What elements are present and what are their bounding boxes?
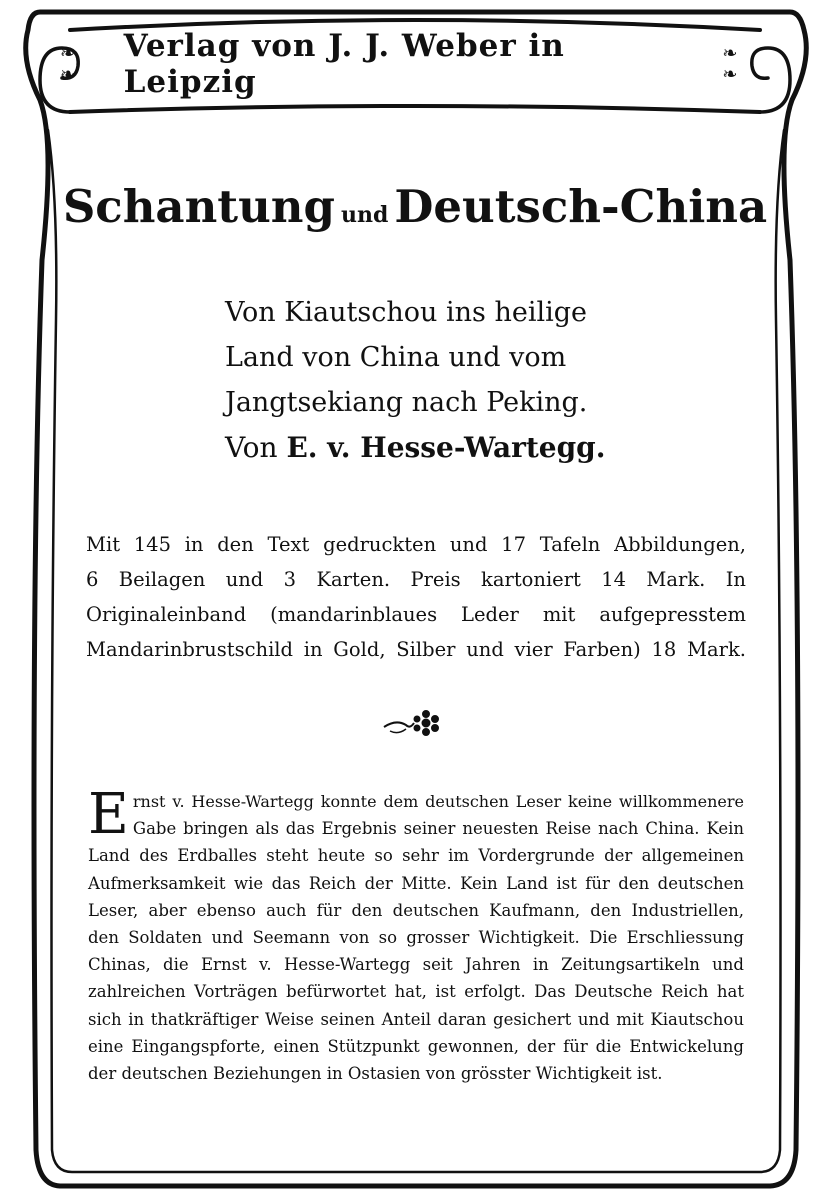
publisher-header [60, 28, 770, 100]
body-paragraph [88, 782, 744, 1087]
title-part-2: Deutsch-China [394, 180, 768, 233]
details-line: Mandarinbrustschild in Gold, Silber und vier Farben) 18 Mark. [86, 638, 746, 661]
body-line: der deutschen Beziehungen in Ostasien von grösster Wichtigkeit ist. [88, 1064, 663, 1084]
flourish-ornament-icon [380, 707, 450, 739]
book-details [86, 527, 746, 667]
body-line: Aufmerksamkeit wie das Reich der Mitte. Kein Land ist für den deutschen [88, 873, 744, 893]
body-line: Land des Erdballes steht heute so sehr im Vordergrunde der allgemeinen [88, 846, 744, 866]
title-part-1: Schantung [62, 180, 335, 233]
title-connector: und [341, 202, 389, 228]
body-line: rnst v. Hesse-Wartegg konnte dem deutschen Leser keine willkommenere [132, 792, 744, 811]
publisher-name: Verlag von J. J. Weber in Leipzig [123, 28, 565, 100]
body-line: den Soldaten und Seemann von so grosser Wichtigkeit. Die Erschliessung [88, 928, 744, 948]
body-line: Gabe bringen als das Ergebnis seiner neuesten Reise nach China. Kein [132, 819, 744, 839]
subtitle-line: Jangtsekiang nach Peking. [225, 387, 588, 418]
author-prefix: Von [225, 431, 278, 464]
book-subtitle [225, 290, 675, 470]
author-line [225, 425, 675, 470]
drop-cap: E [88, 782, 129, 847]
subtitle-line: Land von China und vom [225, 342, 567, 373]
body-line: Leser, aber ebenso auch für den deutschen Kaufmann, den Industriellen, [88, 900, 744, 920]
body-line: Chinas, die Ernst v. Hesse-Wartegg seit Jahren in Zeitungsartikeln und [88, 955, 744, 975]
body-line: zahlreichen Vorträgen befürwortet hat, ist erfolgt. Das Deutsche Reich hat [88, 982, 744, 1002]
body-line: eine Eingangspforte, einen Stützpunkt gewonnen, der für die Entwickelung [88, 1036, 744, 1056]
author-name: E. v. Hesse-Wartegg. [286, 431, 606, 464]
body-line: sich in thatkräftiger Weise seinen Anteil daran gesichert und mit Kiautschou [88, 1009, 744, 1029]
book-title [60, 180, 770, 233]
subtitle-line: Von Kiautschou ins heilige [225, 297, 587, 328]
details-line: 6 Beilagen und 3 Karten. Preis kartoniert 14 Mark. In [86, 568, 746, 591]
leaf-ornament-icon: ❧ ❧ [60, 43, 80, 85]
details-line: Mit 145 in den Text gedruckten und 17 Tafeln Abbildungen, [86, 533, 746, 556]
details-line: Originaleinband (mandarinblaues Leder mit aufgepresstem [86, 603, 746, 626]
leaf-ornament-icon: ❧ ❧ [722, 43, 742, 85]
